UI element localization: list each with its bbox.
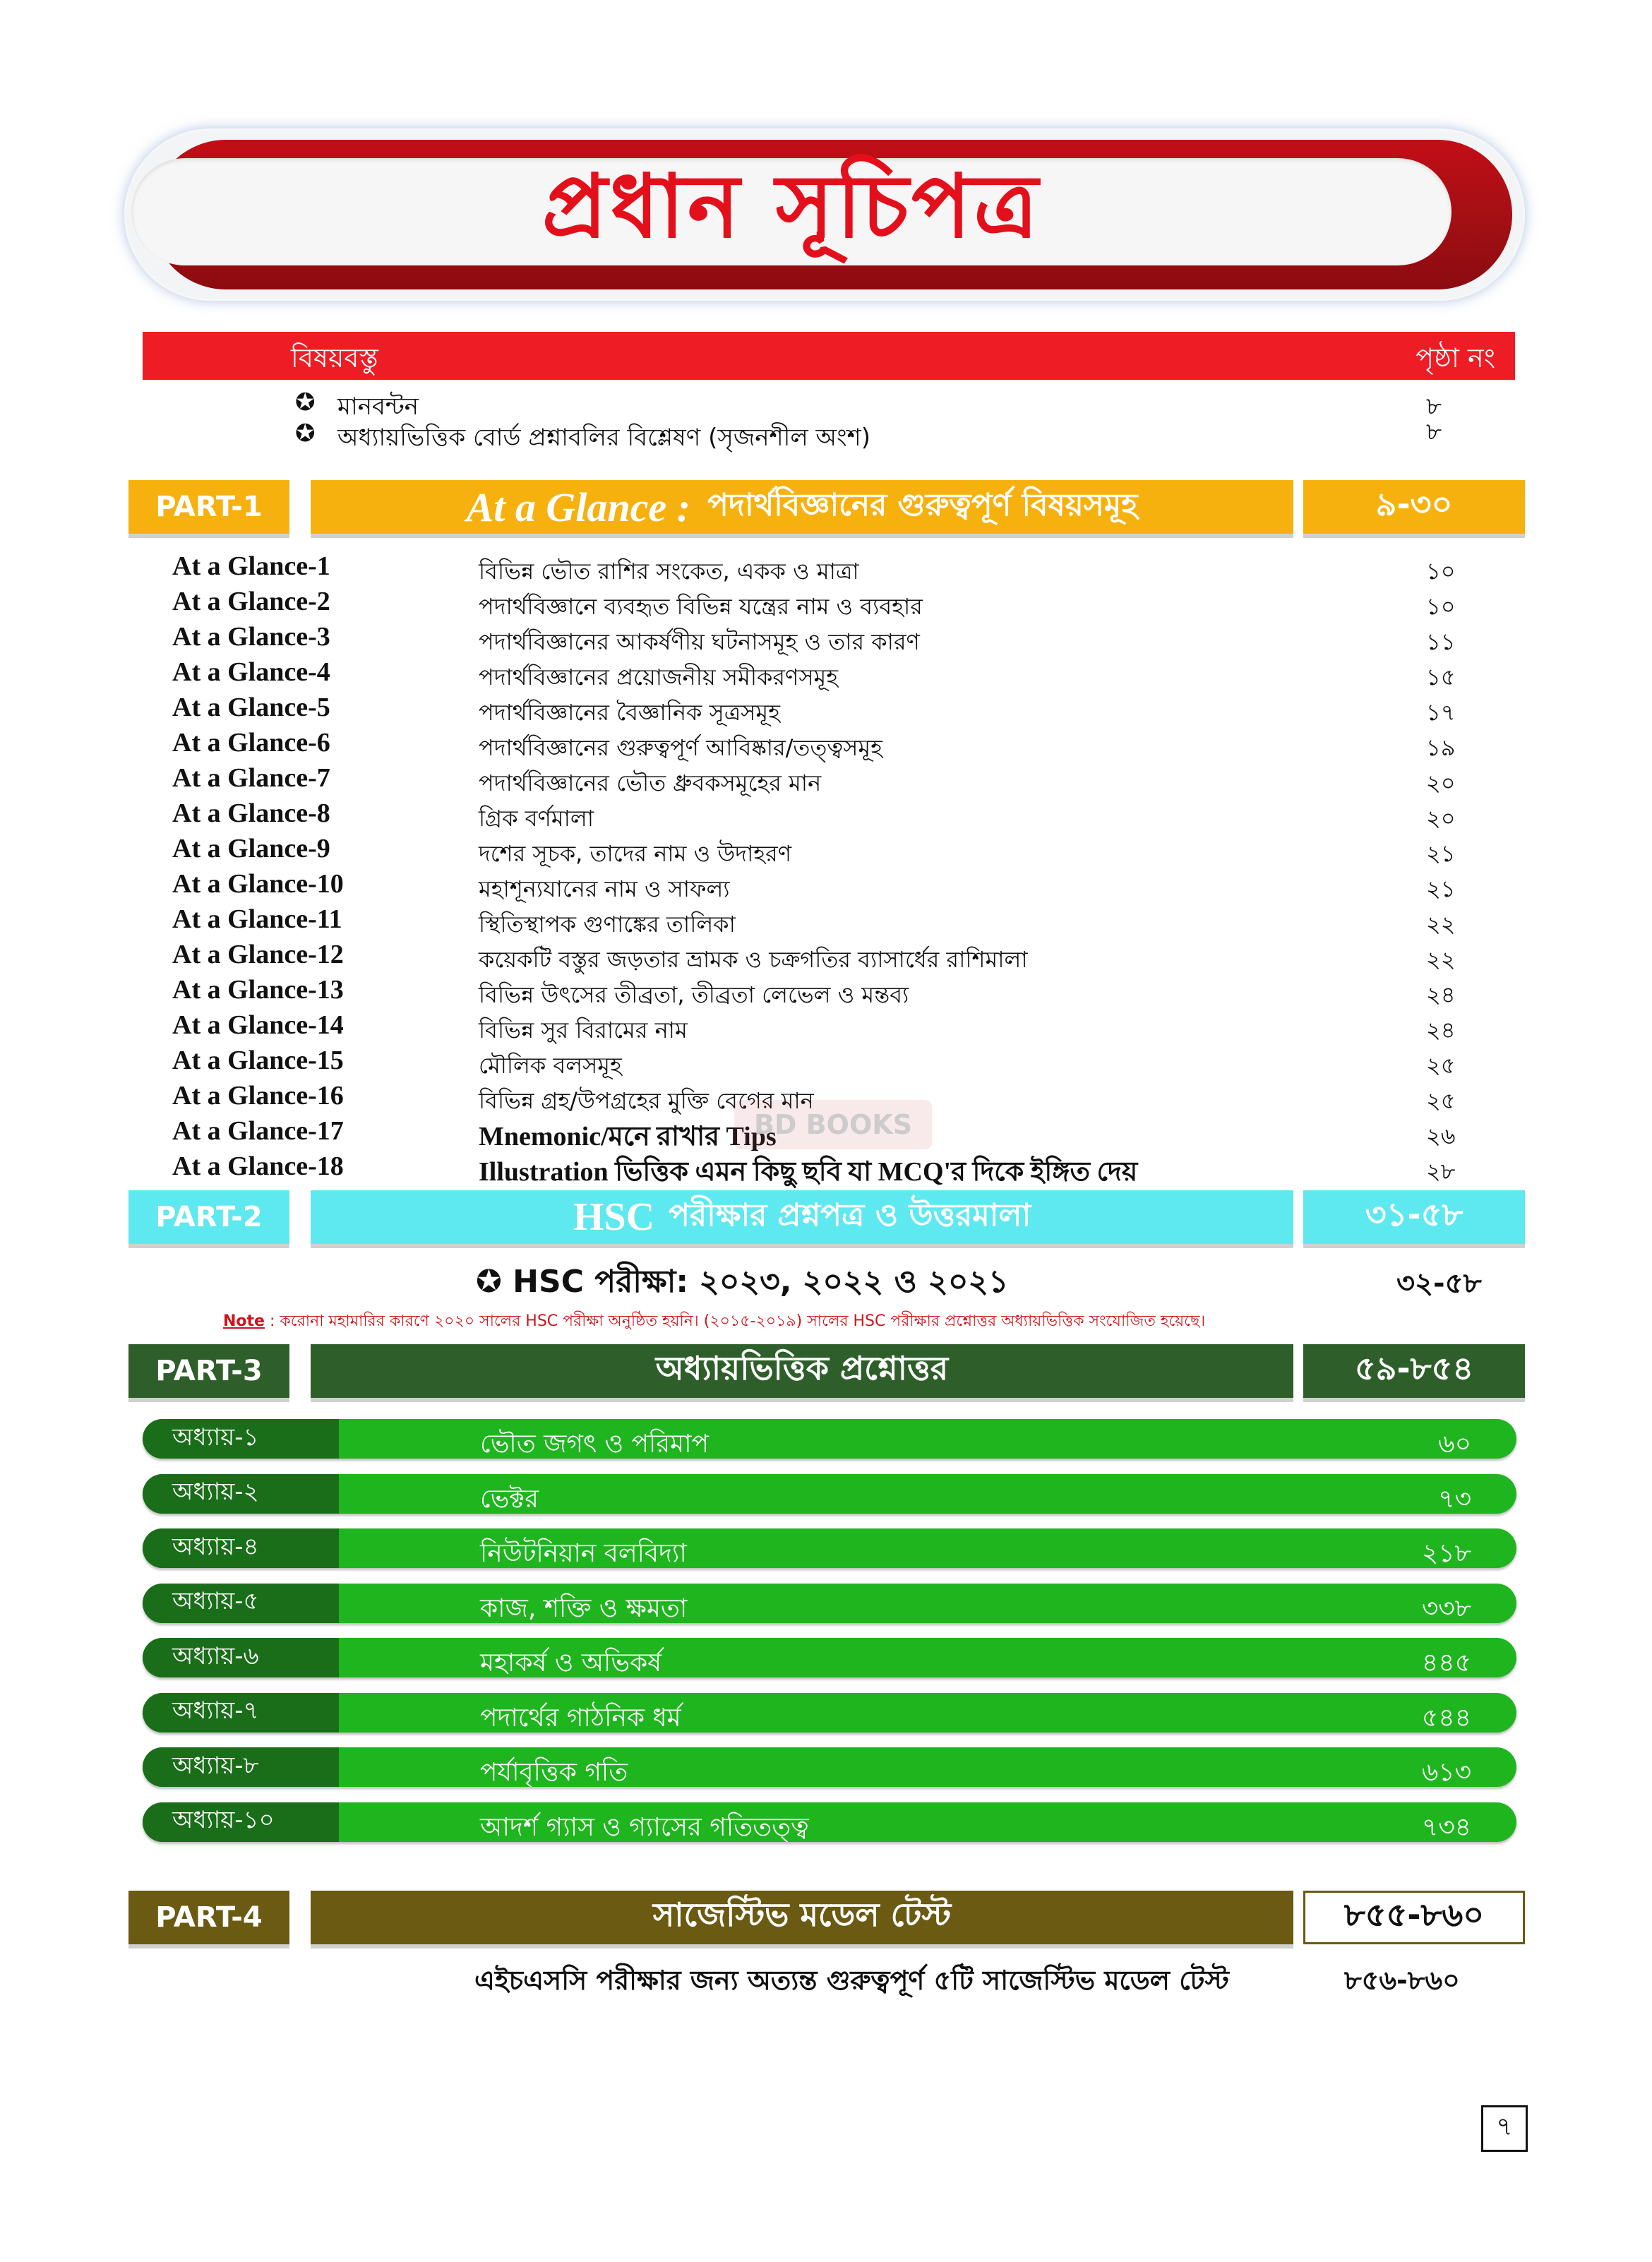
- chapter-page: ৭৩: [1438, 1484, 1471, 1514]
- glance-item-page: ২০: [1426, 805, 1456, 832]
- part4-title: [311, 1891, 1293, 1949]
- chapter-number: অধ্যায়-৫: [143, 1584, 339, 1623]
- glance-item-name[interactable]: At a Glance-4: [172, 657, 330, 687]
- part3-title: [311, 1344, 1293, 1402]
- part3-pages: ৫৯-৮৫৪: [1303, 1344, 1525, 1402]
- part2-title: [311, 1190, 1293, 1248]
- glance-item-name[interactable]: At a Glance-2: [172, 587, 330, 616]
- part1-label: PART-1: [128, 480, 289, 538]
- glance-item-name[interactable]: At a Glance-18: [172, 1151, 344, 1181]
- glance-item-name[interactable]: At a Glance-13: [172, 975, 344, 1005]
- part1-title-bn: পদার্থবিজ্ঞানের গুরুত্বপূর্ণ বিষয়সমূহ: [707, 486, 1138, 523]
- chapter-row[interactable]: [143, 1474, 1516, 1514]
- note-label: Note: [223, 1312, 265, 1330]
- glance-item-desc: পদার্থবিজ্ঞানে ব্যবহৃত বিভিন্ন যন্ত্রের নাম ও ব্যবহার: [479, 593, 923, 620]
- glance-item-page: ১০: [1426, 593, 1456, 620]
- part2-pages: ৩১-৫৮: [1303, 1190, 1525, 1248]
- page-title: প্রধান সূচিপত্র: [541, 155, 1041, 258]
- glance-item-page: ২৪: [1426, 1017, 1456, 1043]
- chapter-row[interactable]: [143, 1693, 1516, 1733]
- contents-header-bar: [143, 332, 1515, 380]
- chapter-number: অধ্যায়-১০: [143, 1802, 339, 1842]
- chapter-title: পর্যাবৃত্তিক গতি: [480, 1758, 628, 1787]
- part4-label: PART-4: [128, 1891, 289, 1949]
- chapter-page: ২১৮: [1421, 1539, 1471, 1568]
- glance-item-desc: দশের সূচক, তাদের নাম ও উদাহরণ: [479, 840, 792, 867]
- glance-item-desc: বিভিন্ন গ্রহ/উপগ্রহের মুক্তি বেগের মান: [479, 1087, 814, 1114]
- glance-item-name[interactable]: At a Glance-6: [172, 728, 330, 758]
- page-header: পৃষ্ঠা নং: [1415, 342, 1495, 373]
- glance-item-name[interactable]: At a Glance-3: [172, 622, 330, 652]
- glance-item-desc: বিভিন্ন ভৌত রাশির সংকেত, একক ও মাত্রা: [479, 558, 859, 585]
- part1-title-en: At a Glance :: [466, 484, 690, 530]
- glance-item-page: ২৪: [1426, 981, 1456, 1008]
- chapter-page: ৭৩৪: [1421, 1812, 1471, 1842]
- chapter-row[interactable]: [143, 1638, 1516, 1677]
- model-test-pages: ৮৫৬-৮৬০: [1344, 1965, 1460, 1996]
- glance-item-desc: পদার্থবিজ্ঞানের প্রয়োজনীয় সমীকরণসমূহ: [479, 664, 839, 690]
- glance-item-page: ১০: [1426, 558, 1456, 585]
- chapter-number: অধ্যায়-৮: [143, 1747, 339, 1787]
- intro-item[interactable]: মানবন্টন: [337, 393, 419, 421]
- chapter-number: অধ্যায়-২: [143, 1474, 339, 1514]
- glance-item-page: ২৫: [1426, 1052, 1456, 1079]
- chapter-title: পদার্থের গাঠনিক ধর্ম: [480, 1703, 681, 1733]
- glance-item-name[interactable]: At a Glance-11: [172, 904, 342, 934]
- chapter-title: মহাকর্ষ ও অভিকর্ষ: [480, 1648, 662, 1677]
- part1-title: [311, 480, 1293, 538]
- glance-item-desc: Illustration ভিত্তিক এমন কিছু ছবি যা MCQ'র দিকে ইঙ্গিত দেয়: [479, 1157, 1138, 1187]
- chapter-title: ভৌত জগৎ ও পরিমাপ: [480, 1430, 710, 1459]
- glance-item-name[interactable]: At a Glance-12: [172, 940, 344, 969]
- glance-item-page: ২০: [1426, 770, 1456, 796]
- star-icon: ✪: [295, 388, 316, 417]
- subject-header: বিষয়বস্তু: [291, 342, 378, 373]
- intro-item[interactable]: অধ্যায়ভিত্তিক বোর্ড প্রশ্নাবলির বিশ্লেষণ (সৃজনশীল অংশ): [337, 424, 870, 452]
- chapter-row[interactable]: [143, 1747, 1516, 1787]
- glance-item-page: ১৫: [1426, 664, 1456, 690]
- glance-item-desc: বিভিন্ন সুর বিরামের নাম: [479, 1017, 688, 1043]
- part4-title-text: সাজেস্টিভ মডেল টেস্ট: [652, 1896, 952, 1934]
- glance-item-desc: কয়েকটি বস্তুর জড়তার ভ্রামক ও চক্রগতির ব্যাসার্ধের রাশিমালা: [479, 946, 1028, 973]
- watermark: BD BOOKS: [734, 1100, 932, 1149]
- glance-item-page: ২১: [1426, 875, 1456, 902]
- glance-item-desc: পদার্থবিজ্ঞানের বৈজ্ঞানিক সূত্রসমূহ: [479, 699, 780, 726]
- chapter-page: ৬০: [1438, 1430, 1471, 1459]
- chapter-title: আদর্শ গ্যাস ও গ্যাসের গতিতত্ত্ব: [480, 1812, 809, 1842]
- note: [223, 1309, 1205, 1335]
- model-test-line[interactable]: এইচএসসি পরীক্ষার জন্য অত্যন্ত গুরুত্বপূর্ণ ৫টি সাজেস্টিভ মডেল টেস্ট: [474, 1965, 1229, 1996]
- note-text: : করোনা মহামারির কারণে ২০২০ সালের HSC পরীক্ষা অনুষ্ঠিত হয়নি। (২০১৫-২০১৯) সালের HSC পরীক্ষার প্রশ্নোত্তর অধ্যায়ভিত্তিক সংযোজিত হয়েছে।: [269, 1312, 1206, 1330]
- glance-item-page: ২৬: [1426, 1123, 1456, 1149]
- chapter-title: ভেক্টর: [480, 1484, 539, 1514]
- glance-item-name[interactable]: At a Glance-17: [172, 1116, 344, 1146]
- glance-item-page: ২২: [1426, 911, 1456, 938]
- intro-item-page: ৮: [1426, 393, 1442, 421]
- chapter-row[interactable]: [143, 1528, 1516, 1568]
- part2-label: PART-2: [128, 1190, 289, 1248]
- part1-pages: ৯-৩০: [1303, 480, 1525, 538]
- chapter-row[interactable]: [143, 1584, 1516, 1623]
- glance-item-page: ২৮: [1426, 1158, 1456, 1185]
- glance-item-name[interactable]: At a Glance-15: [172, 1046, 344, 1075]
- hsc-exam-line[interactable]: ✪ HSC পরীক্ষা: ২০২৩, ২০২২ ও ২০২১: [476, 1264, 1009, 1300]
- hsc-exam-pages: ৩২-৫৮: [1396, 1267, 1482, 1300]
- title-banner: [131, 155, 1452, 265]
- chapter-page: ৩৩৮: [1421, 1593, 1471, 1623]
- glance-item-desc: বিভিন্ন উৎসের তীব্রতা, তীব্রতা লেভেল ও মন্তব্য: [479, 981, 909, 1008]
- glance-item-desc: পদার্থবিজ্ঞানের গুরুত্বপূর্ণ আবিষ্কার/তত্ত্বসমূহ: [479, 734, 882, 761]
- glance-item-page: ১১: [1426, 628, 1456, 655]
- glance-item-name[interactable]: At a Glance-7: [172, 763, 330, 793]
- chapter-title: কাজ, শক্তি ও ক্ষমতা: [480, 1593, 688, 1623]
- glance-item-name[interactable]: At a Glance-16: [172, 1081, 344, 1111]
- chapter-page: ৬১৩: [1421, 1758, 1471, 1787]
- glance-item-desc: Mnemonic/মনে রাখার Tips: [479, 1122, 777, 1151]
- part3-title-text: অধ্যায়ভিত্তিক প্রশ্নোত্তর: [655, 1349, 949, 1387]
- chapter-title: নিউটনিয়ান বলবিদ্যা: [480, 1539, 687, 1568]
- glance-item-desc: গ্রিক বর্ণমালা: [479, 805, 594, 832]
- part3-label: PART-3: [128, 1344, 289, 1402]
- glance-item-name[interactable]: At a Glance-8: [172, 798, 330, 828]
- glance-item-desc: পদার্থবিজ্ঞানের আকর্ষণীয় ঘটনাসমূহ ও তার কারণ: [479, 628, 920, 655]
- part4-pages: ৮৫৫-৮৬০: [1303, 1891, 1525, 1944]
- glance-item-page: ২১: [1426, 840, 1456, 867]
- chapter-number: অধ্যায়-১: [143, 1419, 339, 1459]
- glance-item-name[interactable]: At a Glance-14: [172, 1010, 344, 1040]
- part2-title-bn: পরীক্ষার প্রশ্নপত্র ও উত্তরমালা: [669, 1197, 1031, 1233]
- star-icon: ✪: [295, 419, 316, 448]
- intro-item-page: ৮: [1426, 418, 1442, 446]
- page-number: ৭: [1481, 2105, 1528, 2152]
- glance-item-page: ১৭: [1426, 699, 1456, 726]
- glance-item-page: ১৯: [1426, 734, 1456, 761]
- chapter-row[interactable]: [143, 1419, 1516, 1459]
- glance-item-desc: স্থিতিস্থাপক গুণাঙ্কের তালিকা: [479, 911, 736, 938]
- glance-item-desc: মহাশূন্যযানের নাম ও সাফল্য: [479, 875, 730, 902]
- chapter-number: অধ্যায়-৭: [143, 1693, 339, 1733]
- glance-item-page: ২৫: [1426, 1087, 1456, 1114]
- glance-item-name[interactable]: At a Glance-10: [172, 869, 344, 899]
- glance-item-page: ২২: [1426, 946, 1456, 973]
- glance-item-name[interactable]: At a Glance-9: [172, 834, 330, 863]
- chapter-row[interactable]: [143, 1802, 1516, 1842]
- glance-item-desc: মৌলিক বলসমূহ: [479, 1052, 622, 1079]
- chapter-number: অধ্যায়-৬: [143, 1638, 339, 1677]
- chapter-page: ৪৪৫: [1421, 1648, 1471, 1677]
- part2-title-en: HSC: [573, 1195, 655, 1239]
- glance-item-desc: পদার্থবিজ্ঞানের ভৌত ধ্রুবকসমূহের মান: [479, 770, 822, 796]
- glance-item-name[interactable]: At a Glance-5: [172, 693, 330, 722]
- chapter-number: অধ্যায়-৪: [143, 1528, 339, 1568]
- glance-item-name[interactable]: At a Glance-1: [172, 551, 330, 581]
- chapter-page: ৫৪৪: [1421, 1703, 1471, 1733]
